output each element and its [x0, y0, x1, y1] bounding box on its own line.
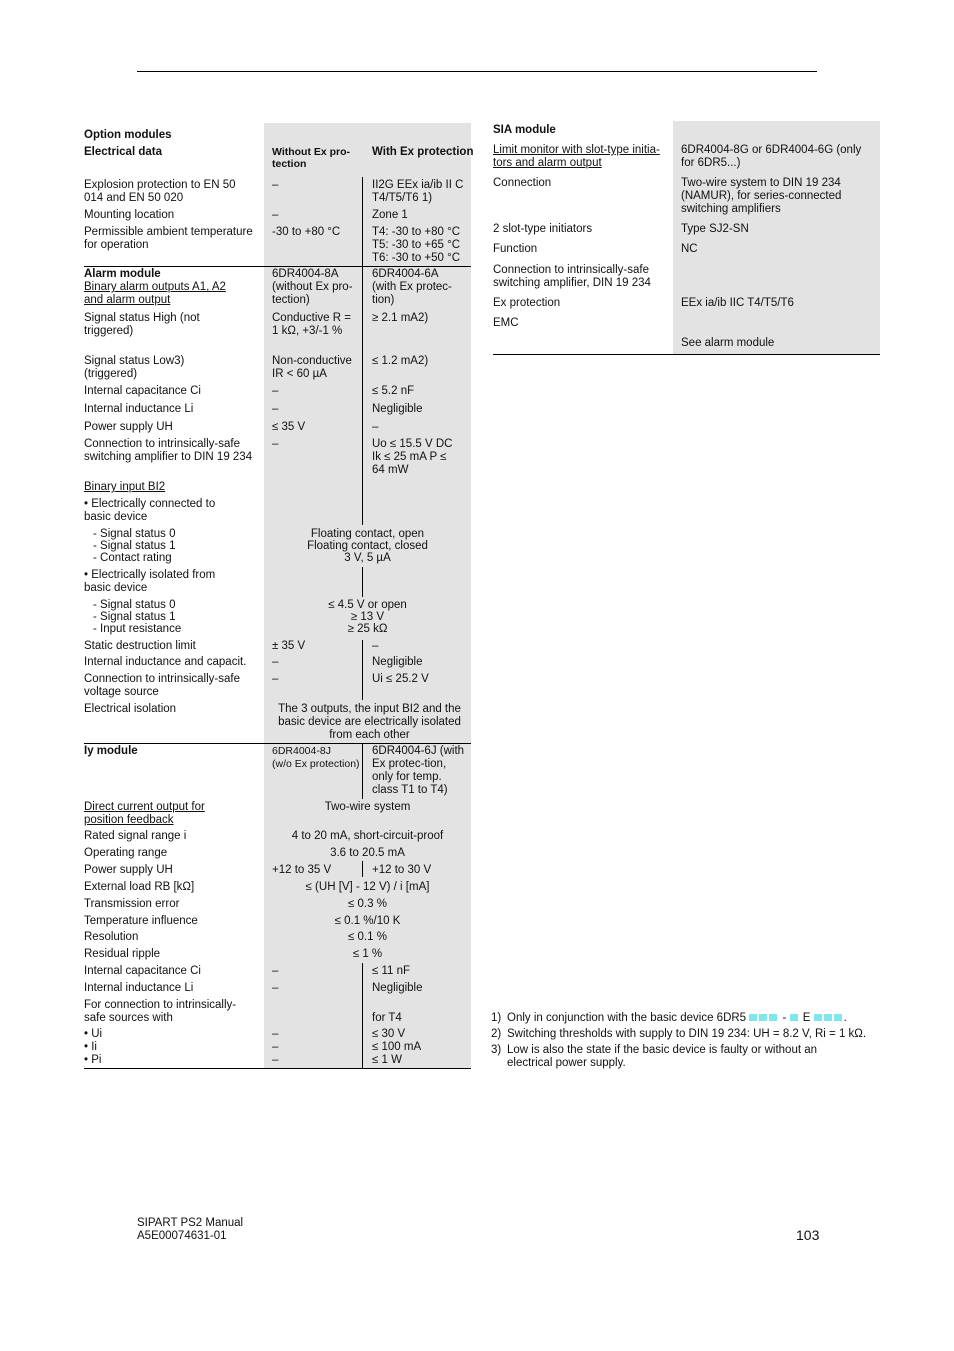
binary-value: Floating contact, closed	[307, 540, 428, 552]
binary-input-title: Binary input BI2	[84, 481, 166, 493]
row-label: Connection to intrinsically-safe switching amplifier to DIN 19 234	[84, 438, 253, 463]
table-subheading: Electrical data	[84, 146, 162, 158]
iy-order-with: 6DR4004-6J (with Ex protec-tion, only for temp. class T1 to T4)	[372, 745, 465, 796]
row-value-with: –	[372, 640, 379, 652]
alarm-module-title: Alarm module	[84, 268, 161, 280]
row-label: Internal inductance Li	[84, 982, 194, 994]
row-value-with: Negligible	[372, 982, 423, 994]
bullet-label: • Pi	[84, 1054, 102, 1066]
alarm-order-without: 6DR4004-8A (without Ex pro-tection)	[272, 268, 353, 306]
row-label: Internal capacitance Ci	[84, 385, 201, 397]
row-value-without: +12 to 35 V	[272, 864, 332, 876]
row-value: ≤ 1 %	[352, 948, 383, 960]
row-label: Internal inductance Li	[84, 403, 194, 415]
binary-item: - Signal status 0	[93, 528, 176, 540]
footer-doc-number: A5E00074631-01	[137, 1230, 227, 1242]
row-value: ≤ 0.1 %/10 K	[334, 915, 401, 927]
footer-manual: SIPART PS2 Manual	[137, 1217, 244, 1229]
alarm-order-with: 6DR4004-6A (with Ex protec-tion)	[372, 268, 452, 306]
row-value: ≤ 0.3 %	[348, 898, 387, 910]
row-value-without: –	[272, 1028, 279, 1040]
binary-value: ≥ 13 V	[350, 611, 385, 623]
row-value-with: II2G EEx ia/ib II C T4/T5/T6 1)	[372, 179, 464, 204]
row-value-with: for T4	[372, 1012, 402, 1024]
row-label: Power supply UH	[84, 421, 173, 433]
row-label: Signal status High (not triggered)	[84, 312, 200, 337]
bullet-label: • Ii	[84, 1041, 97, 1053]
row-label: Permissible ambient temperature for operation	[84, 226, 253, 251]
row-value-without: Conductive R = 1 kΩ, +3/-1 %	[272, 312, 351, 337]
row-label: Rated signal range i	[84, 830, 187, 842]
sia-row-label: Function	[493, 243, 538, 255]
row-value-with: T4: -30 to +80 °C T5: -30 to +65 °C T6: -30 to +50 °C	[372, 226, 461, 264]
row-value-with: Negligible	[372, 403, 423, 415]
row-value-with: ≤ 5.2 nF	[372, 385, 415, 397]
row-value-without: ± 35 V	[272, 640, 306, 652]
row-value-with: +12 to 30 V	[372, 864, 432, 876]
sia-row-value: EEx ia/ib IIC T4/T5/T6	[681, 297, 794, 309]
binary-isolated-label: • Electrically isolated from basic device	[84, 569, 216, 594]
row-label: Internal capacitance Ci	[84, 965, 201, 977]
page-number: 103	[796, 1227, 820, 1243]
row-value-without: –	[272, 1041, 279, 1053]
row-value-without: –	[272, 1054, 279, 1066]
binary-value: ≥ 25 kΩ	[347, 623, 388, 635]
row-value: ≤ (UH [V] - 12 V) / i [mA]	[305, 881, 430, 893]
sia-row-label: Limit monitor with slot-type initia-tors and alarm output	[493, 144, 660, 169]
footnote-mark: 3)	[491, 1044, 502, 1056]
row-value-without: –	[272, 982, 279, 994]
row-value: 4 to 20 mA, short-circuit-proof	[291, 830, 444, 842]
footnote-text: Only in conjunction with the basic device 6DR5 - E .	[507, 1012, 847, 1024]
iy-order-without-note: (w/o Ex protection)	[272, 758, 360, 770]
alarm-module-subtitle: Binary alarm outputs A1, A2 and alarm output	[84, 281, 226, 306]
sia-row-label: EMC	[493, 317, 519, 329]
iy-direct-value: Two-wire system	[324, 801, 411, 813]
row-label: Operating range	[84, 847, 168, 859]
binary-value: ≤ 4.5 V or open	[328, 599, 407, 611]
bullet-label: • Ui	[84, 1028, 103, 1040]
row-value-without: -30 to +80 °C	[272, 226, 341, 238]
row-value-with: ≤ 11 nF	[372, 965, 411, 977]
sia-row-label: Connection to intrinsically-safe switching amplifier, DIN 19 234	[493, 264, 651, 289]
row-label: Resolution	[84, 931, 139, 943]
row-value-with: ≤ 1.2 mA2)	[372, 355, 429, 367]
footnote-text: Switching thresholds with supply to DIN 19 234: UH = 8.2 V, Ri = 1 kΩ.	[507, 1028, 867, 1040]
row-value-without: ≤ 35 V	[272, 421, 306, 433]
row-value-without: –	[272, 673, 279, 685]
row-label: Static destruction limit	[84, 640, 196, 652]
binary-item: - Signal status 0	[93, 599, 176, 611]
row-value-with: ≤ 100 mA	[372, 1041, 422, 1053]
footnote-mark: 1)	[491, 1012, 502, 1024]
row-value: ≤ 0.1 %	[348, 931, 387, 943]
binary-item: - Contact rating	[93, 552, 172, 564]
sia-row-label: Ex protection	[493, 297, 561, 309]
row-label: Transmission error	[84, 898, 180, 910]
row-value-without: –	[272, 438, 279, 450]
row-value: 3.6 to 20.5 mA	[330, 847, 405, 859]
binary-value: 3 V, 5 µA	[344, 552, 391, 564]
row-label: Electrical isolation	[84, 703, 177, 715]
iy-module-title: Iy module	[84, 745, 138, 757]
row-value-without: –	[272, 656, 279, 668]
column-header-without-ex: Without Ex pro-tection	[272, 146, 351, 170]
sia-row-value: See alarm module	[681, 337, 775, 349]
sia-row-value: 6DR4004-8G or 6DR4004-6G (only for 6DR5...)	[681, 144, 862, 169]
row-label: Temperature influence	[84, 915, 198, 927]
sia-row-label: 2 slot-type initiators	[493, 223, 593, 235]
row-value-with: ≤ 30 V	[372, 1028, 406, 1040]
sia-row-value: Type SJ2-SN	[681, 223, 749, 235]
row-value-without: –	[272, 965, 279, 977]
row-value-with: –	[372, 421, 379, 433]
binary-item: - Input resistance	[93, 623, 182, 635]
row-value-without: –	[272, 403, 279, 415]
row-label: For connection to intrinsically-safe sources with	[84, 999, 237, 1024]
sia-row-label: Connection	[493, 177, 552, 189]
binary-value: Floating contact, open	[310, 528, 425, 540]
row-value-without: Non-conductive IR < 60 µA	[272, 355, 352, 380]
row-label: Mounting location	[84, 209, 175, 221]
row-value-with: ≥ 2.1 mA2)	[372, 312, 429, 324]
row-value-without: –	[272, 179, 279, 191]
row-value-without: –	[272, 385, 279, 397]
table-heading: Option modules	[84, 129, 172, 141]
row-label: Residual ripple	[84, 948, 161, 960]
row-value-with: ≤ 1 W	[372, 1054, 402, 1066]
binary-connected-label: • Electrically connected to basic device	[84, 498, 216, 523]
row-label: Signal status Low3) (triggered)	[84, 355, 185, 380]
footnote-text: Low is also the state if the basic device is faulty or without an electrical power supply.	[507, 1044, 818, 1069]
iy-order-without: 6DR4004-8J	[272, 745, 331, 757]
row-label: External load RB [kΩ]	[84, 881, 195, 893]
row-label: Power supply UH	[84, 864, 173, 876]
row-label: Internal inductance and capacit.	[84, 656, 247, 668]
row-value-with: Uo ≤ 15.5 V DC Ik ≤ 25 mA P ≤ 64 mW	[372, 438, 453, 476]
binary-item: - Signal status 1	[93, 540, 176, 552]
header-rule	[137, 71, 817, 72]
column-header-with-ex: With Ex protection	[372, 146, 474, 158]
row-value-with: Ui ≤ 25.2 V	[372, 673, 429, 685]
row-value-with: Zone 1	[372, 209, 408, 221]
iy-direct-label: Direct current output for position feedback	[84, 801, 205, 826]
sia-title: SIA module	[493, 124, 556, 136]
sia-row-value: Two-wire system to DIN 19 234 (NAMUR), for series-connected switching amplifiers	[681, 177, 842, 215]
sia-row-value: NC	[681, 243, 698, 255]
isolation-value: The 3 outputs, the input BI2 and the basic device are electrically isolated from each other	[278, 703, 461, 741]
binary-item: - Signal status 1	[93, 611, 176, 623]
row-label: Connection to intrinsically-safe voltage source	[84, 673, 240, 698]
row-value-with: Negligible	[372, 656, 423, 668]
footnote-mark: 2)	[491, 1028, 502, 1040]
row-value-without: –	[272, 209, 279, 221]
row-label: Explosion protection to EN 50 014 and EN 50 020	[84, 179, 236, 204]
